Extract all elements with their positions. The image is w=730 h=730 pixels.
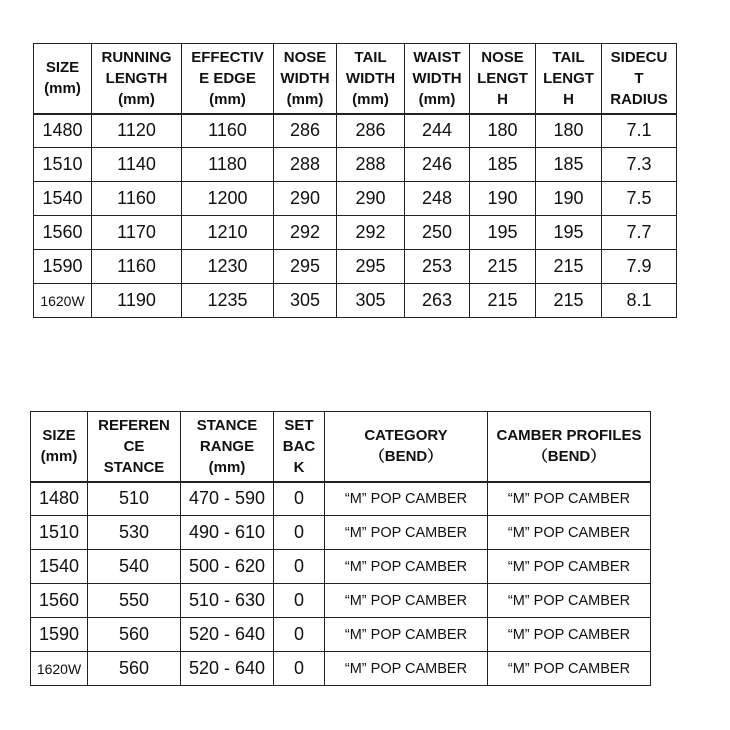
table-cell: 288 (274, 148, 337, 182)
table-cell: 1620W (31, 652, 88, 686)
stance-header-size: SIZE (mm) (31, 412, 88, 482)
table-cell: 470 - 590 (181, 482, 274, 516)
table-cell: 295 (274, 250, 337, 284)
stance-header-stance-range: STANCE RANGE (mm) (181, 412, 274, 482)
stance-header-category: CATEGORY （BEND） (325, 412, 488, 482)
spec-header-sidecut-radius: SIDECU T RADIUS (602, 44, 677, 114)
table-cell: 7.9 (602, 250, 677, 284)
table-cell: 290 (274, 182, 337, 216)
table-cell: 215 (536, 284, 602, 318)
table-cell: 1510 (31, 516, 88, 550)
stance-table-row (31, 652, 651, 686)
table-cell: 1590 (31, 618, 88, 652)
table-cell: 195 (536, 216, 602, 250)
stance-header-camber-profiles: CAMBER PROFILES （BEND） (488, 412, 651, 482)
stance-table-row (31, 550, 651, 584)
table-cell: 253 (405, 250, 470, 284)
stance-table-row (31, 516, 651, 550)
table-cell: 1160 (92, 250, 182, 284)
table-cell: 190 (470, 182, 536, 216)
stance-table-row (31, 482, 651, 516)
table-cell: 0 (274, 652, 325, 686)
table-cell: “M” POP CAMBER (488, 482, 651, 516)
table-cell: 7.1 (602, 114, 677, 148)
table-cell: 520 - 640 (181, 618, 274, 652)
table-cell: 530 (88, 516, 181, 550)
table-cell: 286 (337, 114, 405, 148)
table-cell: 286 (274, 114, 337, 148)
table-cell: 1480 (34, 114, 92, 148)
table-cell: 540 (88, 550, 181, 584)
stance-table-row (31, 618, 651, 652)
table-cell: 180 (470, 114, 536, 148)
spec-table-row (34, 216, 677, 250)
table-cell: 1620W (34, 284, 92, 318)
table-cell: 1140 (92, 148, 182, 182)
table-cell: “M” POP CAMBER (325, 516, 488, 550)
table-cell: “M” POP CAMBER (325, 550, 488, 584)
table-cell: 305 (337, 284, 405, 318)
table-cell: 1160 (182, 114, 274, 148)
table-cell: 1230 (182, 250, 274, 284)
table-cell: 550 (88, 584, 181, 618)
spec-table-header-row (34, 44, 677, 114)
table-cell: 1560 (31, 584, 88, 618)
table-cell: 1235 (182, 284, 274, 318)
stance-header-reference-stance: REFEREN CE STANCE (88, 412, 181, 482)
table-cell: 195 (470, 216, 536, 250)
table-cell: 292 (274, 216, 337, 250)
table-cell: “M” POP CAMBER (488, 652, 651, 686)
spec-header-size: SIZE (mm) (34, 44, 92, 114)
table-cell: “M” POP CAMBER (488, 618, 651, 652)
table-cell: 215 (536, 250, 602, 284)
table-cell: 292 (337, 216, 405, 250)
table-cell: 246 (405, 148, 470, 182)
table-cell: 7.7 (602, 216, 677, 250)
stance-header-set-back: SET BAC K (274, 412, 325, 482)
spec-table-row (34, 148, 677, 182)
table-cell: 8.1 (602, 284, 677, 318)
table-cell: 1190 (92, 284, 182, 318)
table-cell: 185 (470, 148, 536, 182)
spec-header-nose-length: NOSE LENGT H (470, 44, 536, 114)
table-cell: 500 - 620 (181, 550, 274, 584)
spec-header-effective-edge: EFFECTIV E EDGE (mm) (182, 44, 274, 114)
stance-table-header-row (31, 412, 651, 482)
spec-header-running-length: RUNNING LENGTH (mm) (92, 44, 182, 114)
table-cell: 1560 (34, 216, 92, 250)
table-cell: 185 (536, 148, 602, 182)
table-cell: 288 (337, 148, 405, 182)
table-cell: 0 (274, 516, 325, 550)
table-cell: 250 (405, 216, 470, 250)
spec-table-row (34, 182, 677, 216)
table-cell: 7.5 (602, 182, 677, 216)
table-cell: 510 (88, 482, 181, 516)
spec-table-row (34, 284, 677, 318)
table-cell: 290 (337, 182, 405, 216)
table-cell: 0 (274, 584, 325, 618)
table-cell: 0 (274, 482, 325, 516)
stance-table (30, 411, 651, 686)
table-cell: “M” POP CAMBER (488, 516, 651, 550)
spec-table (33, 43, 677, 318)
table-cell: 1180 (182, 148, 274, 182)
table-cell: 560 (88, 652, 181, 686)
table-cell: “M” POP CAMBER (488, 584, 651, 618)
table-cell: “M” POP CAMBER (325, 652, 488, 686)
table-cell: “M” POP CAMBER (325, 482, 488, 516)
table-cell: 263 (405, 284, 470, 318)
table-cell: 1200 (182, 182, 274, 216)
stance-table-row (31, 584, 651, 618)
table-cell: “M” POP CAMBER (325, 584, 488, 618)
table-cell: 520 - 640 (181, 652, 274, 686)
table-cell: 1540 (34, 182, 92, 216)
table-cell: 7.3 (602, 148, 677, 182)
spec-table-row (34, 250, 677, 284)
spec-header-waist-width: WAIST WIDTH (mm) (405, 44, 470, 114)
table-cell: 1510 (34, 148, 92, 182)
table-cell: 1480 (31, 482, 88, 516)
table-cell: 1160 (92, 182, 182, 216)
table-cell: 0 (274, 550, 325, 584)
table-cell: 295 (337, 250, 405, 284)
table-cell: 490 - 610 (181, 516, 274, 550)
spec-table-row (34, 114, 677, 148)
table-cell: 305 (274, 284, 337, 318)
table-cell: 180 (536, 114, 602, 148)
table-cell: 244 (405, 114, 470, 148)
table-cell: 215 (470, 250, 536, 284)
table-cell: 1590 (34, 250, 92, 284)
table-cell: 248 (405, 182, 470, 216)
spec-header-tail-width: TAIL WIDTH (mm) (337, 44, 405, 114)
table-cell: 1210 (182, 216, 274, 250)
table-cell: 1120 (92, 114, 182, 148)
table-cell: 190 (536, 182, 602, 216)
spec-header-nose-width: NOSE WIDTH (mm) (274, 44, 337, 114)
table-cell: 510 - 630 (181, 584, 274, 618)
table-cell: 0 (274, 618, 325, 652)
spec-header-tail-length: TAIL LENGT H (536, 44, 602, 114)
table-cell: “M” POP CAMBER (325, 618, 488, 652)
table-cell: 1170 (92, 216, 182, 250)
table-cell: 215 (470, 284, 536, 318)
table-cell: 560 (88, 618, 181, 652)
table-cell: 1540 (31, 550, 88, 584)
table-cell: “M” POP CAMBER (488, 550, 651, 584)
